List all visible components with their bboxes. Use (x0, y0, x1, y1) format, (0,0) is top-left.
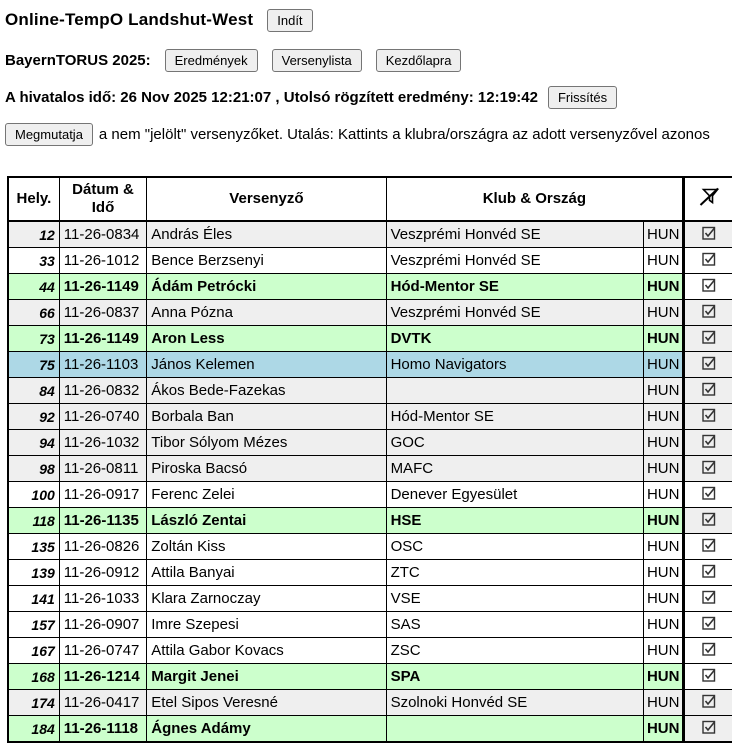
table-row (8, 352, 732, 378)
place-cell: 135 (8, 534, 59, 560)
checkbox-checked-icon[interactable] (702, 486, 716, 504)
table-row (8, 482, 732, 508)
table-body (8, 221, 732, 742)
marked-cell (684, 482, 732, 508)
place-cell: 84 (8, 378, 59, 404)
competitor-cell: Etel Sipos Veresné (147, 690, 386, 716)
place-cell: 66 (8, 300, 59, 326)
place-cell: 139 (8, 560, 59, 586)
title-row (5, 6, 732, 34)
place-cell: 100 (8, 482, 59, 508)
competitor-cell: Anna Pózna (147, 300, 386, 326)
club-cell[interactable]: OSC (386, 534, 643, 560)
place-cell: 94 (8, 430, 59, 456)
competitor-cell: Margit Jenei (147, 664, 386, 690)
datetime-cell: 11-26-0912 (59, 560, 146, 586)
place-cell: 98 (8, 456, 59, 482)
series-label: BayernTORUS 2025: (5, 51, 151, 69)
marked-cell (684, 560, 732, 586)
table-row (8, 221, 732, 248)
datetime-cell: 11-26-1103 (59, 352, 146, 378)
checkbox-checked-icon[interactable] (702, 590, 716, 608)
table-row (8, 300, 732, 326)
marked-cell (684, 586, 732, 612)
datetime-cell: 11-26-1149 (59, 326, 146, 352)
country-cell[interactable]: HUN (643, 612, 683, 638)
header-datetime: Dátum & Idő (59, 177, 146, 221)
place-cell: 73 (8, 326, 59, 352)
datetime-cell: 11-26-0834 (59, 221, 146, 248)
marked-cell (684, 508, 732, 534)
marked-cell (684, 664, 732, 690)
table-row (8, 430, 732, 456)
checkbox-checked-icon[interactable] (702, 642, 716, 660)
country-cell[interactable]: HUN (643, 326, 683, 352)
place-cell: 33 (8, 248, 59, 274)
club-cell[interactable]: ZSC (386, 638, 643, 664)
series-row (5, 47, 732, 73)
table-row (8, 716, 732, 743)
place-cell: 157 (8, 612, 59, 638)
competitor-cell: Attila Gabor Kovacs (147, 638, 386, 664)
country-cell[interactable]: HUN (643, 404, 683, 430)
country-cell[interactable]: HUN (643, 638, 683, 664)
competitor-cell: Ákos Bede-Fazekas (147, 378, 386, 404)
datetime-cell: 11-26-1135 (59, 508, 146, 534)
club-cell[interactable]: Szolnoki Honvéd SE (386, 690, 643, 716)
checkbox-checked-icon[interactable] (702, 460, 716, 478)
checkbox-checked-icon[interactable] (702, 330, 716, 348)
country-cell[interactable]: HUN (643, 248, 683, 274)
marked-cell (684, 612, 732, 638)
country-cell[interactable]: HUN (643, 586, 683, 612)
datetime-cell: 11-26-0917 (59, 482, 146, 508)
marked-cell (684, 456, 732, 482)
header-filter-cell (684, 177, 732, 221)
place-cell: 174 (8, 690, 59, 716)
results-table (7, 176, 732, 743)
datetime-cell: 11-26-0811 (59, 456, 146, 482)
club-cell[interactable]: Veszprémi Honvéd SE (386, 300, 643, 326)
competitor-cell: Klara Zarnoczay (147, 586, 386, 612)
club-cell[interactable]: Homo Navigators (386, 352, 643, 378)
marked-cell (684, 716, 732, 743)
header-place: Hely. (8, 177, 59, 221)
checkbox-checked-icon[interactable] (702, 408, 716, 426)
competitor-cell: András Éles (147, 221, 386, 248)
competitor-cell: Ferenc Zelei (147, 482, 386, 508)
datetime-cell: 11-26-0832 (59, 378, 146, 404)
marked-cell (684, 430, 732, 456)
country-cell[interactable]: HUN (643, 300, 683, 326)
table-row (8, 404, 732, 430)
marked-cell (684, 300, 732, 326)
club-cell[interactable]: VSE (386, 586, 643, 612)
competitor-cell: Ágnes Adámy (147, 716, 386, 743)
header-club-country: Klub & Ország (386, 177, 684, 221)
competitor-cell: Ádám Petrócki (147, 274, 386, 300)
datetime-cell: 11-26-1149 (59, 274, 146, 300)
country-cell[interactable]: HUN (643, 482, 683, 508)
club-cell[interactable] (386, 378, 643, 404)
datetime-cell: 11-26-0837 (59, 300, 146, 326)
start-button[interactable]: Indít (267, 9, 312, 32)
place-cell: 75 (8, 352, 59, 378)
club-cell[interactable]: Hód-Mentor SE (386, 274, 643, 300)
competitor-cell: Zoltán Kiss (147, 534, 386, 560)
club-cell[interactable]: SAS (386, 612, 643, 638)
country-cell[interactable]: HUN (643, 430, 683, 456)
place-cell: 141 (8, 586, 59, 612)
club-cell[interactable]: HSE (386, 508, 643, 534)
club-cell[interactable]: SPA (386, 664, 643, 690)
country-cell[interactable]: HUN (643, 221, 683, 248)
datetime-cell: 11-26-1118 (59, 716, 146, 743)
place-cell: 12 (8, 221, 59, 248)
marked-cell (684, 534, 732, 560)
competitor-cell: Aron Less (147, 326, 386, 352)
marked-cell (684, 221, 732, 248)
country-cell[interactable]: HUN (643, 716, 683, 743)
official-time-text: A hivatalos idő: 26 Nov 2025 12:21:07 , Utolsó rögzített eredmény: 12:19:42 (5, 88, 538, 106)
datetime-cell: 11-26-1033 (59, 586, 146, 612)
checkbox-checked-icon[interactable] (702, 434, 716, 452)
datetime-cell: 11-26-0907 (59, 612, 146, 638)
show-unmarked-button[interactable]: Megmutatja (5, 123, 93, 146)
place-cell: 44 (8, 274, 59, 300)
show-unmarked-hint: a nem "jelölt" versenyzőket. Utalás: Kattints a klubra/országra az adott versenyzővel azonos (98, 125, 710, 143)
checkbox-checked-icon[interactable] (702, 616, 716, 634)
filter-off-icon[interactable] (697, 185, 721, 214)
marked-cell (684, 690, 732, 716)
table-header (8, 177, 732, 221)
country-cell[interactable]: HUN (643, 456, 683, 482)
table-row (8, 326, 732, 352)
table-row (8, 534, 732, 560)
competitor-cell: János Kelemen (147, 352, 386, 378)
club-cell[interactable]: Veszprémi Honvéd SE (386, 221, 643, 248)
table-row (8, 586, 732, 612)
table-row (8, 248, 732, 274)
club-cell[interactable]: Veszprémi Honvéd SE (386, 248, 643, 274)
checkbox-checked-icon[interactable] (702, 278, 716, 296)
club-cell[interactable]: ZTC (386, 560, 643, 586)
header-competitor: Versenyző (147, 177, 386, 221)
refresh-button[interactable]: Frissítés (548, 86, 617, 109)
checkbox-checked-icon[interactable] (702, 226, 716, 244)
country-cell[interactable]: HUN (643, 534, 683, 560)
table-row (8, 612, 732, 638)
checkbox-checked-icon[interactable] (702, 304, 716, 322)
competitor-cell: Imre Szepesi (147, 612, 386, 638)
club-cell[interactable]: MAFC (386, 456, 643, 482)
place-cell: 184 (8, 716, 59, 743)
checkbox-checked-icon[interactable] (702, 382, 716, 400)
checkbox-checked-icon[interactable] (702, 564, 716, 582)
table-row (8, 456, 732, 482)
datetime-cell: 11-26-0740 (59, 404, 146, 430)
datetime-cell: 11-26-0826 (59, 534, 146, 560)
place-cell: 92 (8, 404, 59, 430)
table-row (8, 378, 732, 404)
country-cell[interactable]: HUN (643, 274, 683, 300)
table-row (8, 560, 732, 586)
club-cell[interactable]: GOC (386, 430, 643, 456)
marked-cell (684, 274, 732, 300)
marked-cell (684, 378, 732, 404)
competitor-cell: Attila Banyai (147, 560, 386, 586)
datetime-cell: 11-26-1032 (59, 430, 146, 456)
club-cell[interactable]: Denever Egyesület (386, 482, 643, 508)
marked-cell (684, 248, 732, 274)
club-cell[interactable]: Hód-Mentor SE (386, 404, 643, 430)
show-unmarked-row (5, 121, 732, 147)
country-cell[interactable]: HUN (643, 508, 683, 534)
status-row (5, 84, 732, 110)
marked-cell (684, 352, 732, 378)
country-cell[interactable]: HUN (643, 664, 683, 690)
startlist-button[interactable]: Versenylista (272, 49, 362, 72)
marked-cell (684, 638, 732, 664)
country-cell[interactable]: HUN (643, 352, 683, 378)
datetime-cell: 11-26-0747 (59, 638, 146, 664)
checkbox-checked-icon[interactable] (702, 356, 716, 374)
competitor-cell: Piroska Bacsó (147, 456, 386, 482)
datetime-cell: 11-26-1012 (59, 248, 146, 274)
checkbox-checked-icon[interactable] (702, 252, 716, 270)
competitor-cell: Tibor Sólyom Mézes (147, 430, 386, 456)
datetime-cell: 11-26-0417 (59, 690, 146, 716)
place-cell: 118 (8, 508, 59, 534)
marked-cell (684, 326, 732, 352)
checkbox-checked-icon[interactable] (702, 512, 716, 530)
results-button[interactable]: Eredmények (165, 49, 258, 72)
club-cell[interactable] (386, 716, 643, 743)
country-cell[interactable]: HUN (643, 378, 683, 404)
homepage-button[interactable]: Kezdőlapra (376, 49, 462, 72)
table-row (8, 638, 732, 664)
place-cell: 168 (8, 664, 59, 690)
marked-cell (684, 404, 732, 430)
table-row (8, 664, 732, 690)
table-row (8, 274, 732, 300)
competitor-cell: László Zentai (147, 508, 386, 534)
checkbox-checked-icon[interactable] (702, 538, 716, 556)
page-title: Online-TempO Landshut-West (5, 10, 254, 29)
competitor-cell: Bence Berzsenyi (147, 248, 386, 274)
club-cell[interactable]: DVTK (386, 326, 643, 352)
datetime-cell: 11-26-1214 (59, 664, 146, 690)
place-cell: 167 (8, 638, 59, 664)
checkbox-checked-icon[interactable] (702, 694, 716, 712)
country-cell[interactable]: HUN (643, 560, 683, 586)
table-row (8, 690, 732, 716)
checkbox-checked-icon[interactable] (702, 668, 716, 686)
country-cell[interactable]: HUN (643, 690, 683, 716)
competitor-cell: Borbala Ban (147, 404, 386, 430)
table-row (8, 508, 732, 534)
checkbox-checked-icon[interactable] (702, 720, 716, 738)
